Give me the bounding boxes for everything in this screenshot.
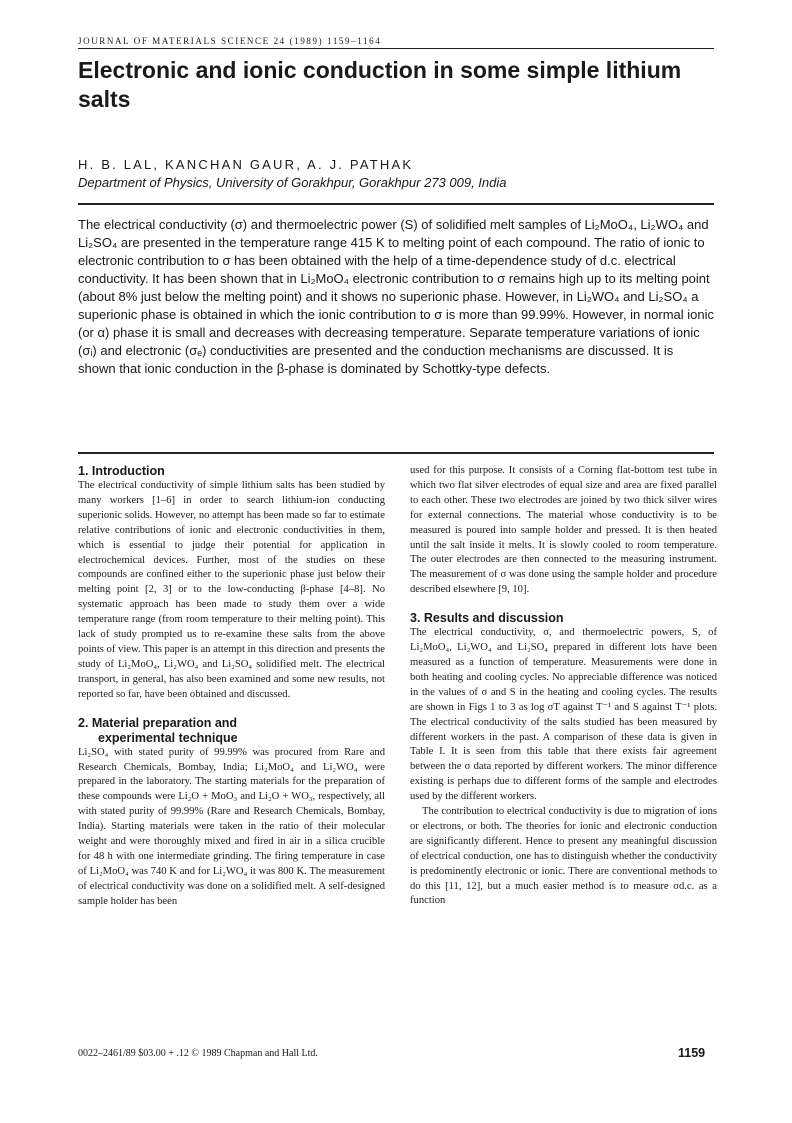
author-affiliation: Department of Physics, University of Gorakhpur, Gorakhpur 273 009, India bbox=[78, 175, 507, 190]
results-paragraph-1: The electrical conductivity, σ, and thermoelectric powers, S, of Li₂MoO₄, Li₂WO₄ and Li₂SO₄ prepared in different lots have been measured as a function of temperature. Measurements were done in both heating and cooling cycles. No appreciable difference was noticed in the values of σ and S in the heating and cooling cycles. The results are shown in Figs 1 to 3 as log σT against T⁻¹ and S against T⁻¹ plots. The electrical conductivity of the salts studied has been measured by different workers in the past. A comparison of these data is given in Table I. It is seen from this table that there exists fair agreement between the σ data reported by different workers. The minor difference existing is perhaps due to different forms of the sample and electrodes used by the different workers. bbox=[410, 627, 717, 803]
section-spacer bbox=[410, 598, 717, 611]
abstract-text: The electrical conductivity (σ) and thermoelectric power (S) of solidified melt samples of Li₂MoO₄, Li₂WO₄ and Li₂SO₄ are presented in the temperature range 415 K to melting point of each compound. The ratio of ionic to electronic contribution to σ has been obtained with the help of a time-dependence study of d.c. electrical conductivity. It has been shown that in Li₂MoO₄ electronic contribution to σ remains high up to its melting point (about 8% just below the melting point) and it shows no superionic phase. However, in Li₂WO₄ and Li₂SO₄ a superionic phase is obtained in which the ionic contribution to σ is more than 99.99%. However, in normal ionic (or α) phase it is small and decreases with decreasing temperature. Separate temperature variations of ionic (σᵢ) and electronic (σₑ) conductivities are presented and the conduction mechanisms are discussed. It is shown that ionic conduction in the β-phase is dominated by Schottky-type defects. bbox=[78, 217, 714, 376]
material-preparation-paragraph: Li₂SO₄ with stated purity of 99.99% was procured from Rare and Research Chemicals, Bombay, India; Li₂MoO₄ and Li₂WO₄ were prepared in the laboratory. The starting materials for the preparation of these compounds were Li₂O + MoO₃ and Li₂O + WO₃, respectively, all with stated purity of 99.99% (Rare and Research Chemicals, Bombay, India). Starting materials were taken in the ratio of their molecular weight and were thoroughly mixed and fired in air in a silica crucible for 48 h with one intermediate grinding. The firing temperature in case of Li₂MoO₄ was 740 K and for Li₂WO₄ it was 800 K. The measurement of electrical conductivity was done on a solidified melt. A self-designed sample holder has been bbox=[78, 746, 385, 907]
section-spacer bbox=[78, 703, 385, 716]
section-heading-introduction: 1. Introduction bbox=[78, 464, 165, 478]
journal-running-header: JOURNAL OF MATERIALS SCIENCE 24 (1989) 1159–1164 bbox=[78, 36, 382, 46]
header-rule bbox=[78, 48, 714, 49]
introduction-paragraph: The electrical conductivity of simple lithium salts has been studied by many workers [1–6] in order to search lithium-ion conducting superionic solids. However, no attempt has been made so far to estimate relative contributions of ionic and electronic conductivities in them, which is essential to judge their potential for application in electrochemical devices. Further, most of the studies on these compounds are confined either to the superionic phase just below their melting point [2, 3] or to the low-conducting β-phase [4–8]. No systematic approach has been made to study them over a wide temperature range (from room temperature to their melting point). This lack of study prompted us to re-examine these salts from the above points of view. This paper is an attempt in this direction and presents the study of Li₂MoO₄, Li₂WO₄ and Li₂SO₄ solidified melt. The electrical transport, in general, has also been examined and some new results, not reported so far, have been obtained and discussed. bbox=[78, 480, 385, 700]
section-heading-material-preparation bbox=[78, 716, 385, 746]
results-paragraph-2: The contribution to electrical conductivity is due to migration of ions or electrons, or both. The theories for ionic and electronic conduction are significantly different. Hence to present any meaningful discussion of electrical conduction, one has to distinguish whether the conductivity is predominently electronic or ionic. There are conventional methods to do this [11, 12], but a much easier method is to measure σd.c. as a function bbox=[410, 806, 717, 907]
article-title: Electronic and ionic conduction in some simple lithium salts bbox=[78, 57, 682, 112]
heading-line-2: experimental technique bbox=[98, 730, 238, 745]
right-column bbox=[410, 464, 717, 909]
abstract-bottom-rule bbox=[78, 452, 714, 454]
material-preparation-continued-paragraph: used for this purpose. It consists of a Corning flat-bottom test tube in which two flat silver electrodes of equal size and area are fixed parallel to each other. These two electrodes are joined by two thick silver wires for external connections. The material whose conductivity is to be measured is poured into sample holder and pressed. It is then heated until the salt inside it melts. It is slowly cooled to room temperature. The outer electrodes are then connected to the measuring instrument. The measurement of σ was done using the sample holder and procedure described elsewhere [9, 10]. bbox=[410, 465, 717, 596]
author-list: H. B. LAL, KANCHAN GAUR, A. J. PATHAK bbox=[78, 157, 414, 172]
abstract-top-rule bbox=[78, 203, 714, 205]
section-heading-results: 3. Results and discussion bbox=[410, 611, 564, 626]
left-column bbox=[78, 464, 385, 910]
heading-line-1: 2. Material preparation and bbox=[78, 715, 238, 730]
footer-copyright: 0022–2461/89 $03.00 + .12 © 1989 Chapman and Hall Ltd. bbox=[78, 1048, 318, 1059]
page-number: 1159 bbox=[678, 1046, 706, 1060]
